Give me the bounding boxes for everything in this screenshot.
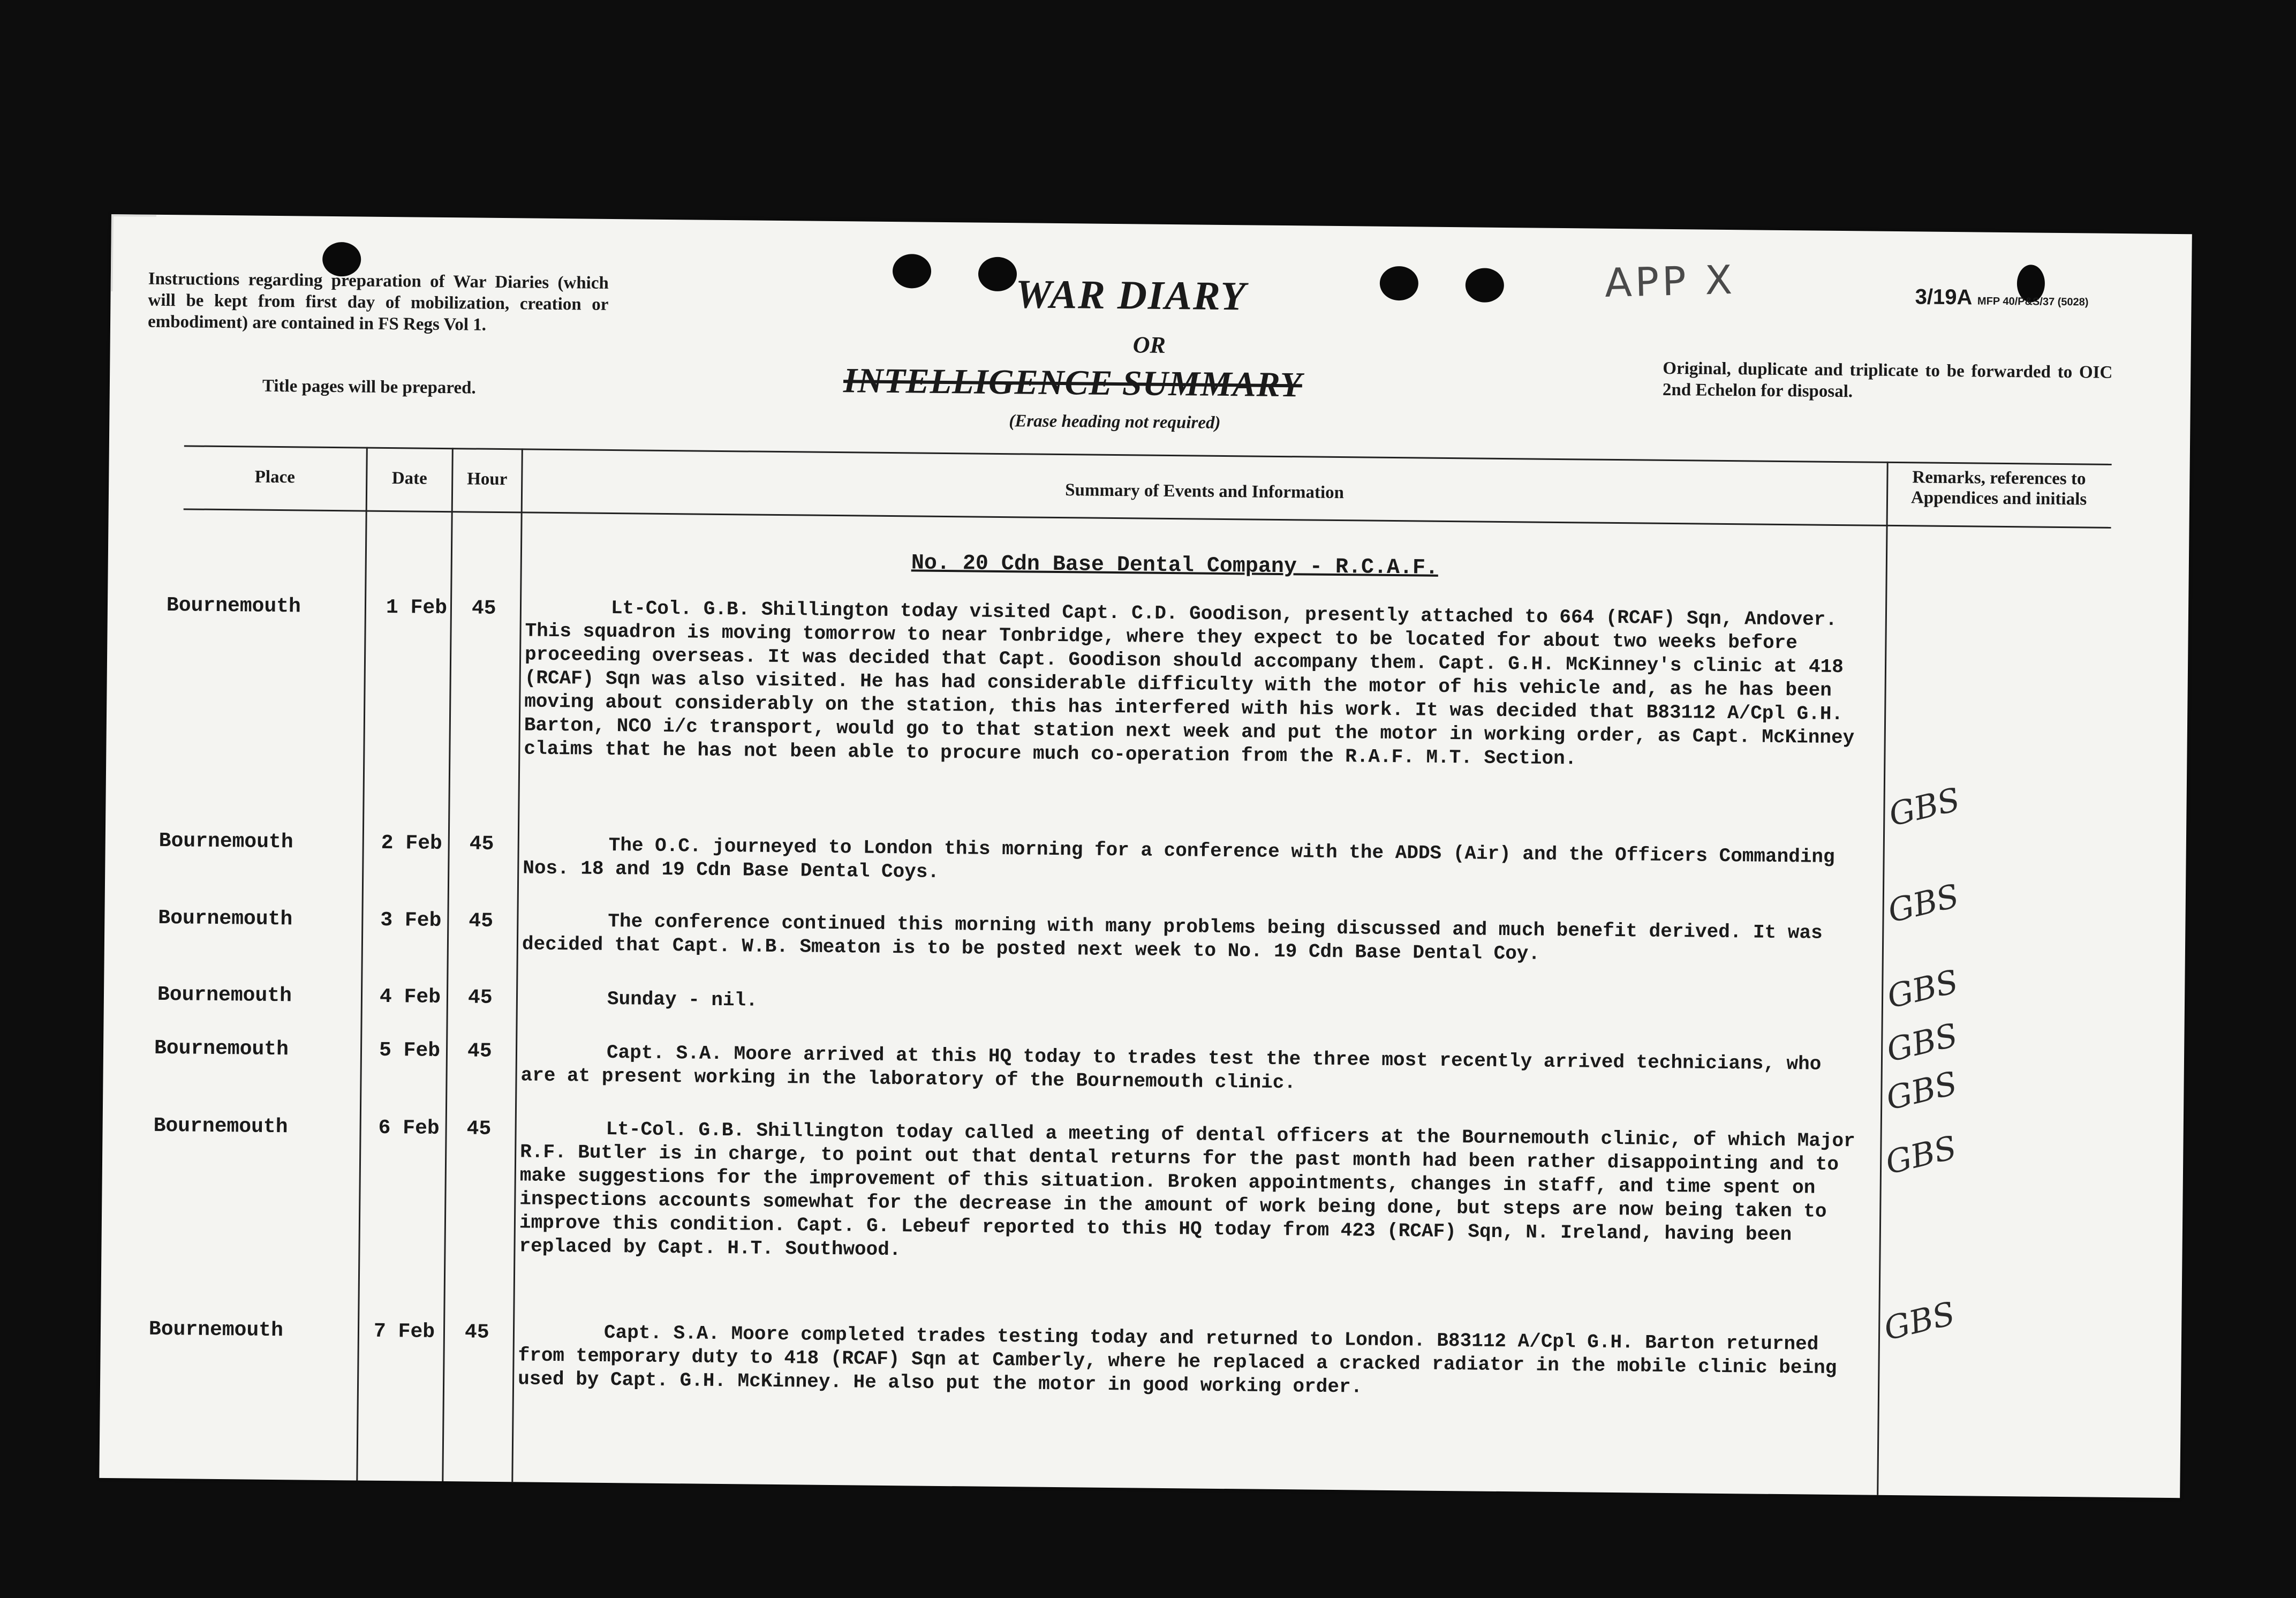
row-summary: Capt. S.A. Moore arrived at this HQ today to trades test the three most recently arrived technicians, who are at present working in the laboratory of the Bournemouth clinic. [520, 1041, 1822, 1094]
row-date: 3 Feb [380, 908, 442, 932]
appendix-annotation: APP X [1604, 257, 1736, 307]
row-summary: Sunday - nil. [607, 988, 758, 1012]
row-summary: The conference continued this morning with many problems being discussed and much benefit derived. It was decided that Capt. W.B. Smeaton is to be posted next week to No. 19 Cdn Base Dental Coy. [522, 910, 1823, 965]
row-place: Bournemouth [158, 829, 293, 854]
punch-hole [1380, 266, 1419, 301]
unit-heading: No. 20 Cdn Base Dental Company - R.C.A.F. [911, 551, 1439, 581]
column-header-hour: Hour [467, 469, 508, 489]
row-summary: Lt-Col. G.B. Shillington today visited Capt. C.D. Goodison, presently attached to 664 (RCAF) Sqn, Andover. This squadron is moving tomorrow to near Tonbridge, where they expect to be located for about two weeks before proceeding overseas. It was decided that Capt. Goodison should accompany them. Capt. G.H. McKinney's clinic at 418 (RCAF) Sqn was also visited. He has had considerable difficulty with the motor of his vehicle and, as he has been moving about considerably on the station, this has interfered with his work. It was decided that B83112 A/Cpl G.H. Barton, NCO i/c transport, would go to that station next week and put the motor in working order, as Capt. McKinney claims that he has not been able to procure much co-operation from the R.A.F. M.T. Section. [524, 597, 1855, 770]
row-initials: GBS [1880, 1294, 1959, 1348]
war-diary-page [99, 214, 2192, 1498]
instructions-note: Instructions regarding preparation of War Diaries (which will be kept from first day of mobilization, creation or embodiment) are contained in FS Regs Vol 1. [147, 269, 609, 335]
row-date: 4 Feb [379, 985, 441, 1009]
row-place: Bournemouth [148, 1317, 284, 1343]
punch-hole [978, 257, 1017, 292]
table-header-rule [184, 508, 2111, 529]
row-date: 7 Feb [373, 1320, 435, 1344]
column-divider-place [356, 447, 368, 1481]
row-hour: 45 [464, 1321, 489, 1344]
column-header-date: Date [391, 469, 427, 488]
row-hour: 45 [469, 832, 494, 856]
punch-hole [893, 254, 932, 289]
form-number [1915, 285, 2088, 311]
row-date: 2 Feb [381, 831, 442, 855]
row-hour: 45 [467, 986, 493, 1009]
row-summary: Lt-Col. G.B. Shillington today called a meeting of dental officers at the Bournemouth clinic, of which Major R.F. Butler is in charge, to point out that dental returns for the past month had been rather disappointing and to make suggestions for the improvement of this situation. Broken appointments, changes in staff, and time spent on inspections accounts somewhat for the decrease in the amount of work being done, but steps are now being taken to improve this condition. Capt. G. Lebeuf reported to this HQ today from 423 (RCAF) Sqn, N. Ireland, having been replaced by Capt. H.T. Southwood. [519, 1118, 1855, 1261]
row-place: Bournemouth [157, 983, 292, 1008]
row-place: Bournemouth [153, 1114, 288, 1139]
punch-hole [1466, 268, 1505, 303]
title-pages-note: Title pages will be prepared. [262, 376, 476, 398]
column-header-remarks: Remarks, references to Appendices and initials [1910, 468, 2087, 509]
row-initials: GBS [1884, 877, 1963, 931]
table-top-rule [184, 445, 2112, 465]
row-summary: The O.C. journeyed to London this morning for a conference with the ADDS (Air) and the Officers Commanding Nos. 18 and 19 Cdn Base Dental Coys. [523, 834, 1835, 883]
row-initials: GBS [1883, 963, 1962, 1016]
row-place: Bournemouth [154, 1036, 289, 1061]
intelligence-summary-title: INTELLIGENCE SUMMARY [843, 361, 1303, 405]
form-number-main: 3/19A [1915, 285, 1972, 310]
erase-heading-note: (Erase heading not required) [1009, 411, 1221, 433]
row-initials: GBS [1882, 1129, 1960, 1182]
row-date: 5 Feb [379, 1038, 441, 1062]
row-date: 6 Feb [378, 1116, 440, 1140]
column-header-summary: Summary of Events and Information [1065, 480, 1345, 503]
row-initials: GBS [1885, 781, 1963, 834]
title-or: OR [1132, 331, 1166, 358]
row-hour: 45 [467, 1039, 492, 1063]
row-date: 1 Feb [386, 596, 448, 620]
row-hour: 45 [466, 1117, 492, 1141]
disposal-note: Original, duplicate and triplicate to be forwarded to OIC 2nd Echelon for disposal. [1662, 358, 2113, 402]
row-place: Bournemouth [158, 906, 293, 931]
row-place: Bournemouth [166, 594, 301, 619]
row-summary: Capt. S.A. Moore completed trades testing today and returned to London. B83112 A/Cpl G.H. Barton returned from temporary duty to 418 (RCAF) Sqn at Camberly, where he replaced a cracked radiator in the mobile clinic being used by Capt. G.H. McKinney. He also put the motor in good working order. [517, 1321, 1837, 1398]
row-hour: 45 [469, 909, 494, 933]
row-initials: GBS [1883, 1016, 1961, 1070]
row-hour: 45 [471, 597, 496, 620]
war-diary-title: WAR DIARY [1015, 272, 1247, 319]
row-initials: GBS [1883, 1065, 1961, 1118]
form-number-sub: MFP 40/P&S/37 (5028) [1977, 295, 2089, 308]
column-header-place: Place [254, 467, 296, 487]
